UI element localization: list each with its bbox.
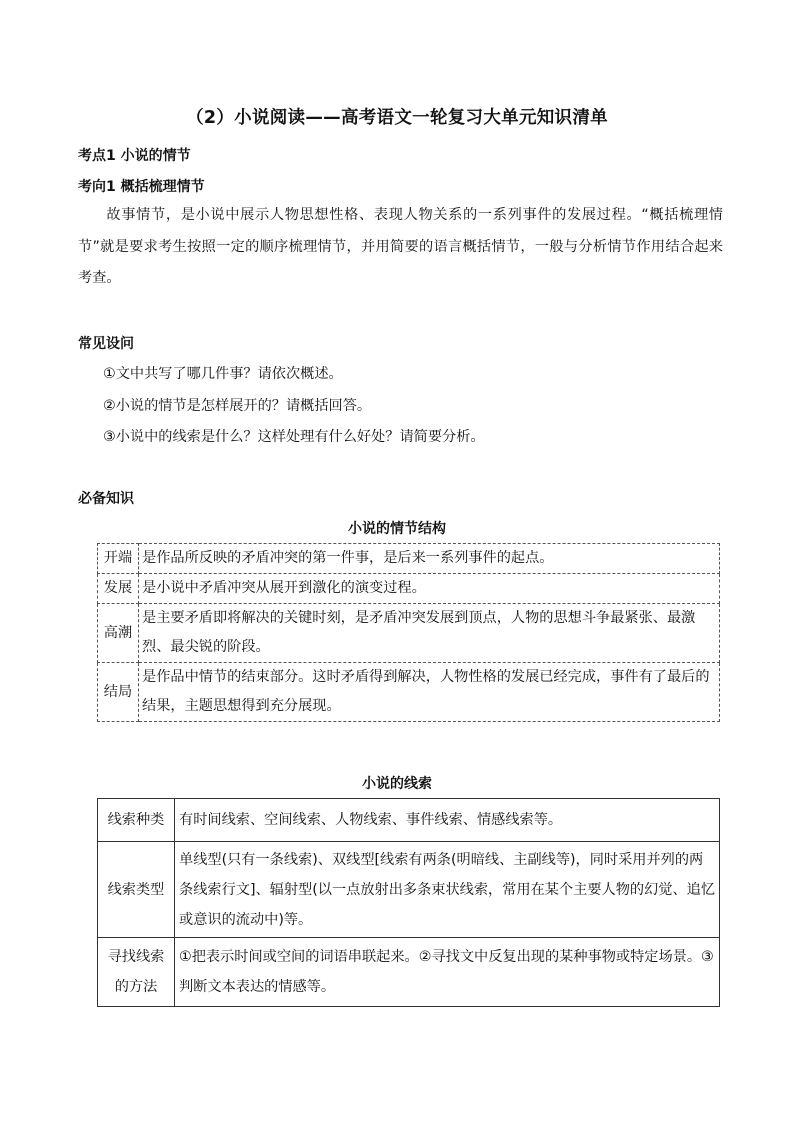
- question-item: ②小说的情节是怎样展开的？请概括回答。: [103, 398, 372, 414]
- table-key-cell: 发展: [98, 574, 139, 604]
- plot-table-caption: 小说的情节结构: [348, 521, 446, 537]
- section-heading: 考点1 小说的情节: [78, 148, 191, 164]
- table-value-cell: 单线型(只有一条线索)、双线型[线索有两条(明暗线、主副线等)，同时采用并列的两条线索行文]、辐射型(以一点放射出多条束状线索，常用在某个主要人物的幻觉、追忆或意识的流动中)等。: [175, 842, 720, 938]
- table-value-cell: 有时间线索、空间线索、人物线索、事件线索、情感线索等。: [175, 799, 720, 842]
- table-row: [98, 799, 720, 842]
- table-row: [98, 544, 720, 574]
- question-item: ③小说中的线索是什么？这样处理有什么好处？请简要分析。: [103, 429, 485, 445]
- question-item: ①文中共写了哪几件事？请依次概述。: [103, 366, 343, 382]
- knowledge-heading: 必备知识: [78, 491, 134, 507]
- table-row: [98, 604, 720, 663]
- table-value-cell: 是作品中情节的结束部分。这时矛盾得到解决，人物性格的发展已经完成，事件有了最后的结果，主题思想得到充分展现。: [139, 663, 720, 722]
- table-value-cell: 是小说中矛盾冲突从展开到激化的演变过程。: [139, 574, 720, 604]
- plot-structure-table: [97, 543, 720, 722]
- table-key-cell: 寻找线索的方法: [98, 938, 175, 1007]
- common-questions-heading: 常见设问: [78, 336, 134, 352]
- table-key-cell: 线索种类: [98, 799, 175, 842]
- table-row: [98, 663, 720, 722]
- table-key-cell: 高潮: [98, 604, 139, 663]
- clue-table-caption: 小说的线索: [362, 776, 432, 792]
- clue-table: [97, 798, 720, 1007]
- direction-heading: 考向1 概括梳理情节: [78, 179, 205, 195]
- table-key-cell: 开端: [98, 544, 139, 574]
- table-row: [98, 574, 720, 604]
- table-key-cell: 结局: [98, 663, 139, 722]
- table-value-cell: 是作品所反映的矛盾冲突的第一件事，是后来一系列事件的起点。: [139, 544, 720, 574]
- intro-paragraph: 故事情节，是小说中展示人物思想性格、表现人物关系的一系列事件的发展过程。“概括梳理情节”就是要求考生按照一定的顺序梳理情节，并用简要的语言概括情节，一般与分析情节作用结合起来考查。: [78, 207, 723, 286]
- table-value-cell: ①把表示时间或空间的词语串联起来。②寻找文中反复出现的某种事物或特定场景。③判断文本表达的情感等。: [175, 938, 720, 1007]
- table-key-cell: 线索类型: [98, 842, 175, 938]
- document-title: （2）小说阅读——高考语文一轮复习大单元知识清单: [186, 108, 608, 128]
- table-row: [98, 938, 720, 1007]
- table-value-cell: 是主要矛盾即将解决的关键时刻，是矛盾冲突发展到顶点，人物的思想斗争最紧张、最激烈、最尖锐的阶段。: [139, 604, 720, 663]
- table-row: [98, 842, 720, 938]
